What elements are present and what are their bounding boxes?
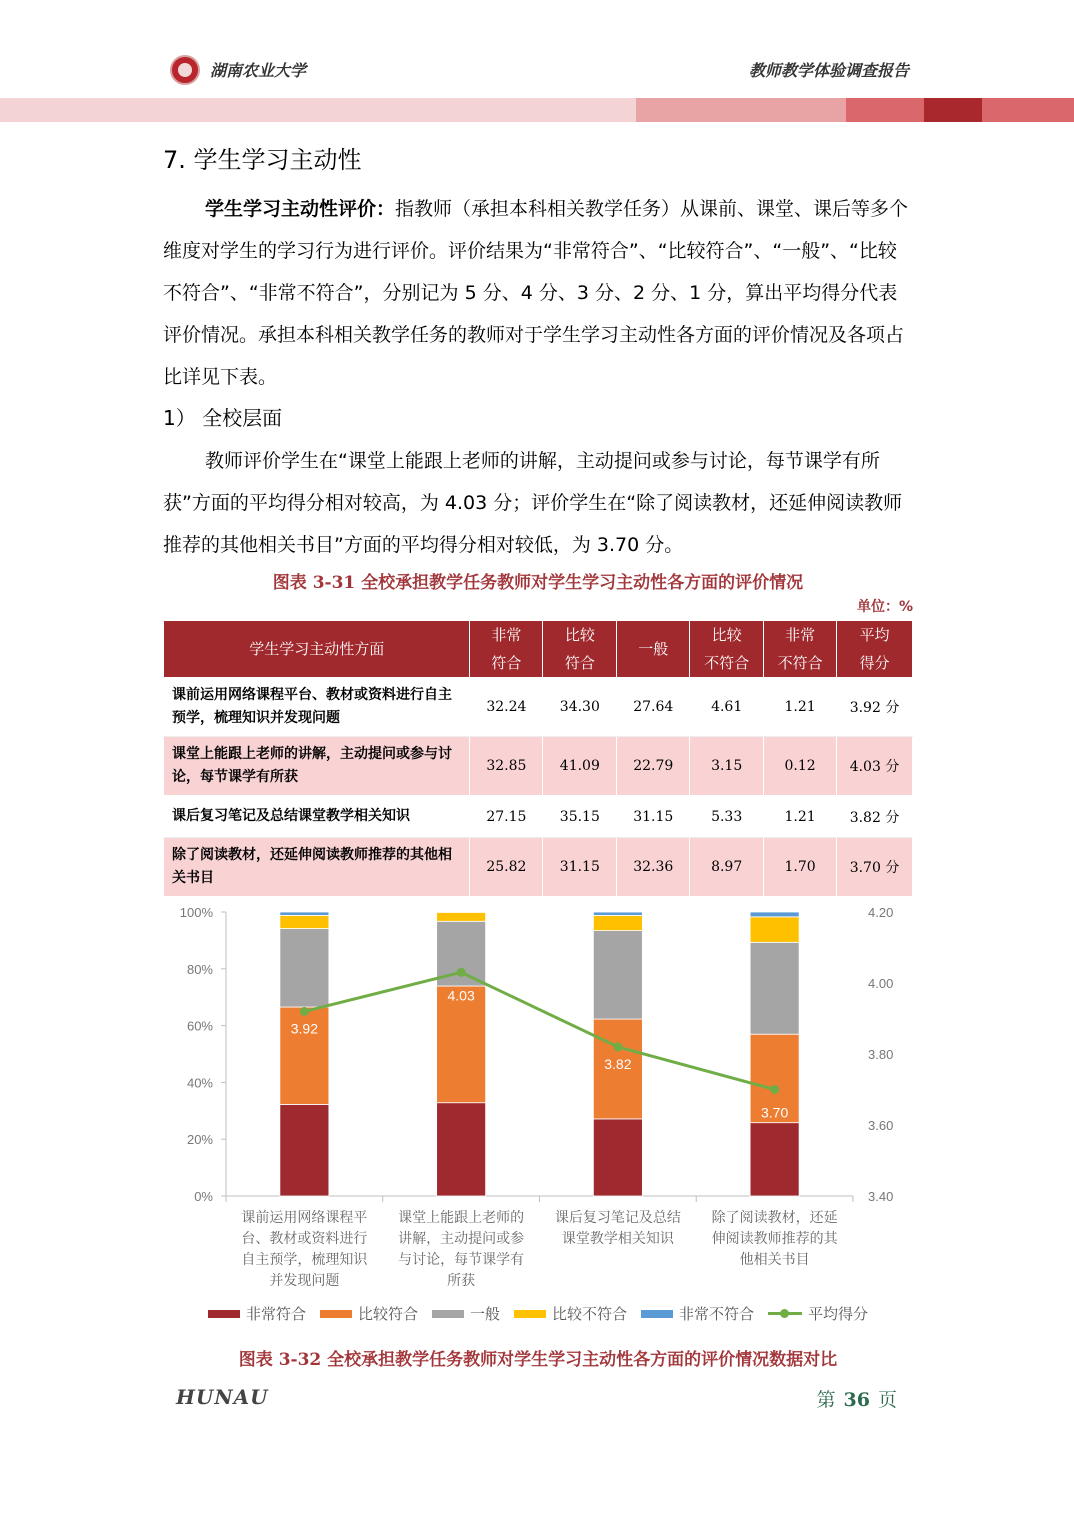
bar-segment — [750, 1123, 799, 1196]
y-tick-label-right: 4.00 — [868, 976, 894, 991]
header-band-5 — [982, 98, 1074, 122]
bar-segment — [750, 917, 799, 942]
legend-item — [432, 1303, 500, 1324]
legend-swatch — [514, 1310, 546, 1318]
bar-segment — [593, 931, 642, 1019]
legend-label: 平均得分 — [808, 1305, 869, 1323]
legend-item — [514, 1303, 627, 1324]
bar-segment — [593, 912, 642, 915]
university-name: 湖南农业大学 — [210, 61, 307, 80]
header-agree: 比较 符合 — [543, 621, 617, 678]
legend-swatch — [320, 1310, 352, 1318]
legend-swatch — [432, 1310, 464, 1318]
category-label: 所获 — [447, 1273, 476, 1289]
legend-label: 非常符合 — [245, 1305, 306, 1323]
legend-swatch — [208, 1310, 240, 1318]
average-score-label: 3.70 — [761, 1104, 789, 1121]
average-score-point — [457, 968, 466, 977]
footer-logo: HUNAU — [176, 1385, 269, 1409]
report-title: 教师教学体验调查报告 — [748, 61, 909, 80]
header-band-2 — [636, 98, 846, 122]
legend-label: 比较符合 — [357, 1305, 418, 1323]
bar-segment — [437, 986, 486, 1103]
category-label: 台、教材或资料进行 — [241, 1231, 368, 1247]
header-average: 平均 得分 — [837, 621, 913, 678]
intro-term: 学生学习主动性评价： — [205, 198, 396, 220]
y-tick-label-left: 60% — [186, 1018, 213, 1034]
y-tick-label-right: 3.40 — [868, 1189, 894, 1204]
header-band-3 — [846, 98, 924, 122]
bar-segment — [593, 915, 642, 930]
y-tick-label-right: 4.20 — [868, 905, 894, 920]
legend-swatch — [641, 1310, 673, 1318]
legend-item — [208, 1303, 306, 1324]
header-very-disagree: 非常 不符合 — [764, 621, 837, 678]
bar-segment — [750, 942, 799, 1034]
average-score-label: 3.92 — [290, 1020, 318, 1037]
category-label: 课前运用网络课程平 — [241, 1210, 368, 1226]
header-band-4 — [924, 98, 982, 122]
table-caption: 图表 3-31 全校承担教学任务教师对学生学习主动性各方面的评价情况 — [272, 573, 804, 593]
y-tick-label-left: 100% — [179, 905, 213, 920]
university-logo — [170, 55, 200, 85]
legend-label: 一般 — [469, 1305, 500, 1323]
y-tick-label-right: 3.80 — [868, 1047, 894, 1062]
page-number: 第 36 页 — [816, 1389, 897, 1411]
category-label: 课堂教学相关知识 — [561, 1231, 674, 1247]
y-tick-label-left: 80% — [186, 961, 213, 977]
header-disagree: 比较 不符合 — [690, 621, 764, 678]
legend-item — [641, 1303, 754, 1324]
legend-item — [320, 1303, 418, 1324]
header-neutral: 一般 — [617, 621, 690, 678]
bar-segment — [280, 915, 329, 928]
table-row: 除了阅读教材，还延伸阅读教师推荐的其他相关书目 25.82 31.15 32.36 8.97 1.70 3.70 分 — [164, 838, 913, 897]
chart-caption: 图表 3-32 全校承担教学任务教师对学生学习主动性各方面的评价情况数据对比 — [238, 1350, 838, 1370]
summary-text: 教师评价学生在“课堂上能跟上老师的讲解，主动提问或参与讨论，每节课学有所获”方面的平均得分相对较高，为 4.03 分；评价学生在“除了阅读教材，还延伸阅读教师推荐的其他相关书目”方面的平均得分相对较低，为 3.70 分。 — [163, 450, 903, 556]
header-very-agree: 非常 符合 — [470, 621, 543, 678]
bar-segment — [437, 912, 486, 921]
category-label: 课后复习笔记及总结 — [554, 1210, 681, 1226]
category-label: 课堂上能跟上老师的 — [398, 1210, 525, 1226]
table-row: 课后复习笔记及总结课堂教学相关知识 27.15 35.15 31.15 5.33 1.21 3.82 分 — [164, 796, 913, 838]
category-label: 与讨论，每节课学有 — [398, 1252, 525, 1268]
page-header — [0, 0, 1074, 125]
y-tick-label-left: 40% — [186, 1075, 213, 1091]
header-aspect: 学生学习主动性方面 — [164, 621, 470, 678]
legend-swatch — [768, 1309, 802, 1319]
category-label: 他相关书目 — [739, 1252, 810, 1268]
bar-segment — [280, 929, 329, 1007]
average-score-line — [304, 972, 774, 1089]
chart-legend — [163, 1303, 913, 1324]
y-tick-label-left: 20% — [186, 1132, 213, 1148]
legend-label: 比较不符合 — [552, 1305, 628, 1323]
intro-text: 指教师（承担本科相关教学任务）从课前、课堂、课后等多个维度对学生的学习行为进行评价。评价结果为“非常符合”、“比较符合”、“一般”、“比较不符合”、“非常不符合”，分别记为 5 分、4 分、3 分、2 分、1 分，算出平均得分代表评价情况。承担本科相关教学任务的教师对于学生学习主动性各方面的评价情况及各项占比详见下表。 — [163, 198, 909, 388]
subsection-title: 1） 全校层面 — [163, 406, 283, 430]
category-label: 除了阅读教材，还延 — [711, 1210, 838, 1226]
summary-paragraph — [163, 440, 913, 566]
y-tick-label-right: 3.60 — [868, 1118, 894, 1133]
category-label: 伸阅读教师推荐的其 — [711, 1231, 838, 1247]
average-score-point — [300, 1007, 309, 1016]
legend-item — [768, 1303, 868, 1324]
category-label: 自主预学，梳理知识 — [241, 1252, 368, 1268]
table-header-row — [164, 621, 913, 678]
average-score-point — [770, 1085, 779, 1094]
average-score-label: 3.82 — [604, 1055, 632, 1072]
table-row: 课前运用网络课程平台、教材或资料进行自主预学，梳理知识并发现问题 32.24 34.30 27.64 4.61 1.21 3.92 分 — [164, 678, 913, 737]
bar-segment — [280, 1104, 329, 1196]
average-score-point — [613, 1042, 622, 1051]
bar-segment — [593, 1119, 642, 1196]
evaluation-table — [163, 620, 913, 897]
table-unit: 单位：% — [856, 599, 913, 615]
y-tick-label-left: 0% — [194, 1189, 213, 1204]
bar-segment — [280, 912, 329, 915]
header-band-1 — [0, 98, 636, 122]
bar-segment — [750, 912, 799, 917]
section-title: 7. 学生学习主动性 — [163, 146, 362, 174]
legend-label: 非常不符合 — [679, 1305, 755, 1323]
bar-segment — [437, 1103, 486, 1196]
category-label: 讲解，主动提问或参 — [398, 1231, 525, 1247]
average-score-label: 4.03 — [447, 987, 475, 1004]
intro-paragraph — [163, 188, 913, 398]
category-label: 并发现问题 — [269, 1273, 340, 1289]
stacked-bar-line-chart — [163, 895, 913, 1295]
table-row: 课堂上能跟上老师的讲解，主动提问或参与讨论，每节课学有所获 32.85 41.09 22.79 3.15 0.12 4.03 分 — [164, 737, 913, 796]
